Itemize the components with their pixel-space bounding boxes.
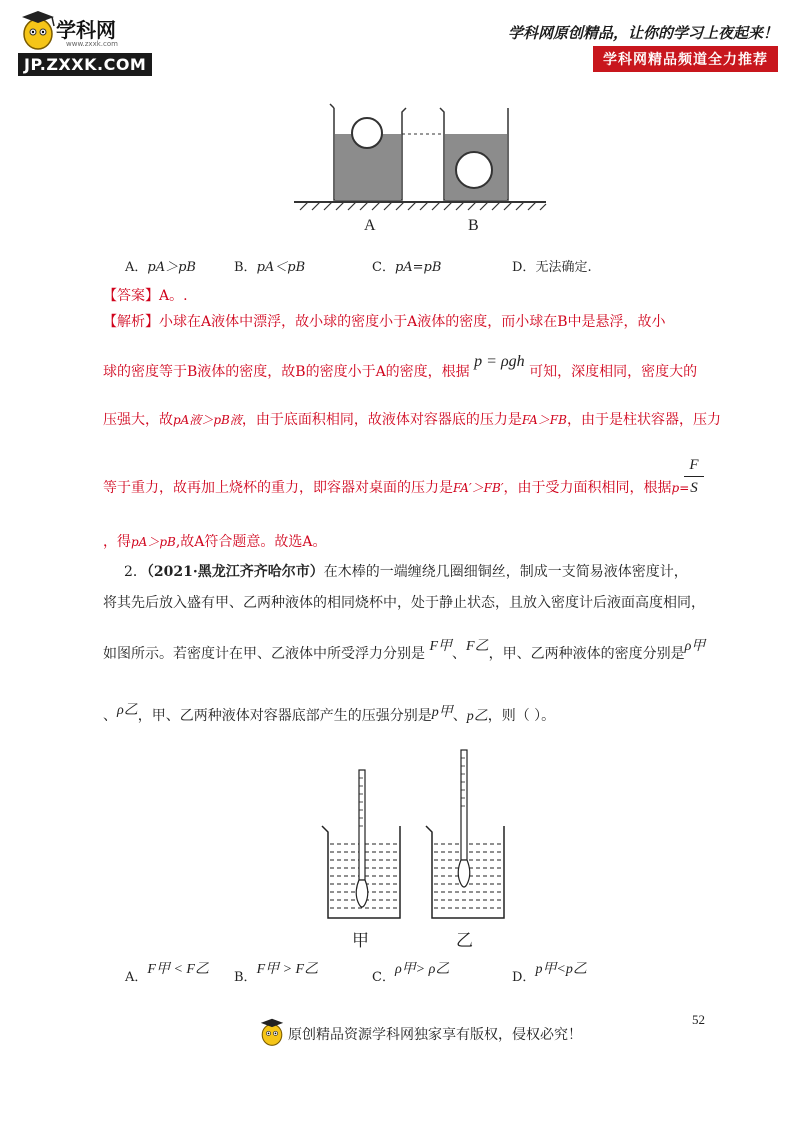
- analysis-text: 可知，深度相同，密度大的: [529, 364, 698, 380]
- math-rho-yi: ρ乙: [117, 703, 138, 718]
- q1-option-d[interactable]: [512, 256, 592, 275]
- analysis-text: 等于重力，故再加上烧杯的重力，即容器对桌面的压力是: [103, 480, 453, 496]
- logo-url: JP.ZXXK.COM: [18, 53, 152, 76]
- separator: 、: [452, 646, 467, 662]
- fraction-denominator: S: [690, 480, 698, 496]
- logo-subtitle: www.zxxk.com: [66, 40, 118, 48]
- question-source: （2021·黑龙江齐齐哈尔市）: [146, 564, 324, 580]
- q1-option-a[interactable]: [125, 256, 196, 275]
- math-p-jia: p甲: [431, 705, 453, 720]
- math-inline: p=: [671, 481, 690, 495]
- option-prefix: D．: [512, 260, 536, 275]
- answer-value: A。.: [159, 288, 188, 304]
- beaker-label-b: B: [468, 217, 479, 234]
- header-promo-banner: 学科网精品频道全力推荐: [593, 46, 778, 72]
- math-inline: FA＞FB: [521, 413, 567, 427]
- option-prefix: B．: [234, 970, 257, 985]
- page-number: 52: [692, 1012, 705, 1027]
- header-slogan: 学科网原创精品，让你的学习上夜起来！: [507, 24, 778, 42]
- question-text: 、: [103, 708, 117, 724]
- q2-option-b[interactable]: [234, 962, 319, 986]
- analysis-line-2: [103, 353, 698, 382]
- option-text: ρ甲> ρ乙: [394, 962, 450, 977]
- site-logo[interactable]: [18, 8, 158, 72]
- analysis-text: 小球在A液体中漂浮，故小球的密度小于A液体的密度，而小球在B中是悬浮，故小: [159, 314, 666, 330]
- math-p-yi: p乙: [466, 709, 488, 724]
- option-text: 无法确定.: [535, 260, 592, 275]
- q2-line-2: [103, 593, 705, 613]
- beaker-label-yi: 乙: [456, 931, 473, 951]
- question-text: ，则（ ）。: [487, 708, 556, 724]
- analysis-text: ,故A符合题意。故选A。: [175, 534, 327, 550]
- q2-option-a[interactable]: [125, 962, 209, 986]
- option-text: F甲 > F乙: [256, 962, 319, 977]
- q1-option-c[interactable]: [372, 256, 441, 275]
- footer-copyright: 原创精品资源学科网独家享有版权，侵权必究！: [288, 1027, 582, 1043]
- logo-name: 学科网: [56, 18, 116, 42]
- question-text: 将其先后放入盛有甲、乙两种液体的相同烧杯中，处于静止状态，且放入密度计后液面高度相同，: [103, 595, 705, 611]
- logo-mascot-icon: [18, 8, 58, 52]
- beaker-label-jia: 甲: [352, 931, 369, 951]
- analysis-line-5: [103, 532, 327, 552]
- question-number: 2．: [124, 564, 147, 580]
- math-f-jia: F甲: [429, 639, 453, 654]
- beaker-figure-ab: [290, 100, 550, 235]
- fraction-bar: [684, 476, 704, 477]
- separator: 、: [452, 708, 467, 724]
- math-rho-jia: ρ甲: [684, 639, 706, 654]
- option-prefix: C．: [372, 970, 395, 985]
- analysis-text: ，由于是柱状容器，压力: [566, 412, 721, 428]
- hydrometer-figure: [318, 742, 518, 952]
- option-text: pA＞pB: [147, 260, 196, 275]
- question-text: 在木棒的一端缠绕几圈细铜丝，制成一支简易液体密度计，: [323, 564, 688, 580]
- formula-pressure: p = ρgh: [474, 353, 525, 370]
- option-text: pA=pB: [394, 260, 442, 275]
- option-prefix: C．: [372, 260, 395, 275]
- math-inline: pA液＞pB液: [173, 413, 242, 427]
- question-text: ，甲、乙两种液体对容器底部产生的压强分别是: [137, 708, 432, 724]
- fraction-f-over-s: [684, 456, 704, 497]
- math-inline: pA＞pB: [131, 535, 176, 549]
- q2-option-d[interactable]: [512, 962, 587, 986]
- analysis-text: ，由于受力面积相同，根据: [503, 480, 672, 496]
- beaker-label-a: A: [364, 217, 376, 234]
- option-text: p甲<p乙: [535, 962, 587, 977]
- analysis-text: ，得: [103, 534, 131, 550]
- q2-option-c[interactable]: [372, 962, 450, 986]
- math-inline: FA′＞FB′: [453, 481, 504, 495]
- analysis-line-4: [103, 478, 689, 498]
- analysis-line-3: [103, 410, 721, 430]
- analysis-text: ，由于底面积相同，故液体对容器底的压力是: [241, 412, 522, 428]
- analysis-tag: 【解析】: [103, 314, 159, 330]
- option-text: F甲 < F乙: [147, 962, 209, 977]
- q1-option-b[interactable]: [234, 256, 305, 275]
- option-prefix: B．: [234, 260, 257, 275]
- option-prefix: A．: [125, 260, 148, 275]
- answer-tag: 【答案】: [103, 288, 159, 304]
- option-text: pA＜pB: [256, 260, 306, 275]
- question-text: 如图所示。若密度计在甲、乙液体中所受浮力分别是: [103, 646, 425, 662]
- question-text: ，甲、乙两种液体的密度分别是: [488, 646, 685, 662]
- footer-mascot-icon: [258, 1016, 286, 1048]
- option-prefix: A．: [125, 970, 148, 985]
- q2-line-1: [124, 562, 688, 582]
- q2-line-3: [103, 639, 706, 665]
- analysis-text: 球的密度等于B液体的密度，故B的密度小于A的密度，根据: [103, 364, 470, 380]
- option-prefix: D．: [512, 970, 536, 985]
- q2-line-4: [103, 703, 556, 727]
- analysis-line-1: [103, 312, 666, 332]
- fraction-numerator: F: [689, 457, 699, 473]
- math-f-yi: F乙: [466, 639, 489, 654]
- analysis-text: 压强大，故: [103, 412, 173, 428]
- answer-line: [103, 286, 188, 306]
